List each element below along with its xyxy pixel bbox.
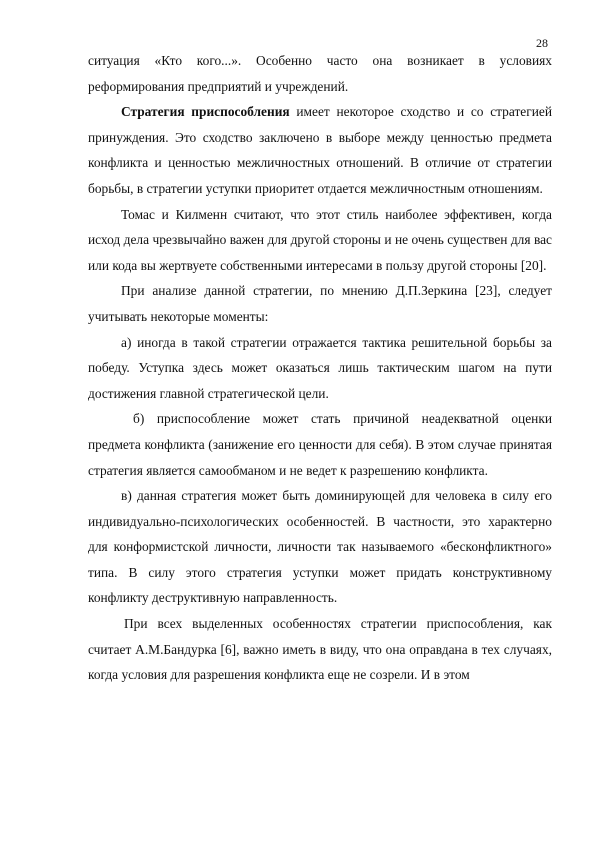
paragraph-2	[88, 99, 552, 201]
page-number: 28	[536, 36, 548, 50]
paragraph-1: ситуация «Кто кого...». Особенно часто она возникает в условиях реформирования предприятий и учреждений.	[88, 53, 552, 94]
paragraph-3: Томас и Килменн считают, что этот стиль наиболее эффективен, когда исход дела чрезвычайно важен для другой стороны и не очень существен для вас или кода вы жертвуете собственными интересами в пользу другой стороны [20].	[88, 206, 552, 273]
list-item-b: б) приспособление может стать причиной неадекватной оценки предмета конфликта (занижение его ценности для себя). В этом случае принятая стратегия является самообманом и не ведет к разрешению конфликта.	[88, 411, 552, 478]
term-strategy-adaptation: Стратегия приспособления	[121, 104, 290, 120]
list-item-c: в) данная стратегия может быть доминирующей для человека в силу его индивидуально-психологических особенностей. В частности, это характерно для конформистской личности, личности так называемого «бесконфликтного» типа. В силу этого стратегия уступки может придать конструктивному конфликту деструктивную направленность.	[88, 488, 552, 606]
paragraph-8: При всех выделенных особенностях стратегии приспособления, как считает А.М.Бандурка [6], важно иметь в виду, что она оправдана в тех случаях, когда условия для разрешения конфликта еще не созрели. И в этом	[88, 616, 552, 683]
paragraph-2-text: имеет некоторое сходство и со стратегией принуждения. Это сходство заключено в выборе между ценностью предмета конфликта и ценностью межличностных отношений. В отличие от стратегии борьбы, в стратегии уступки приоритет отдается межличностным отношениям.	[88, 104, 553, 196]
list-item-a: а) иногда в такой стратегии отражается тактика решительной борьбы за победу. Уступка здесь может оказаться лишь тактическим шагом на пути достижения главной стратегической цели.	[88, 334, 552, 401]
paragraph-4: При анализе данной стратегии, по мнению Д.П.Зеркина [23], следует учитывать некоторые моменты:	[88, 283, 552, 324]
body-text	[88, 48, 552, 688]
